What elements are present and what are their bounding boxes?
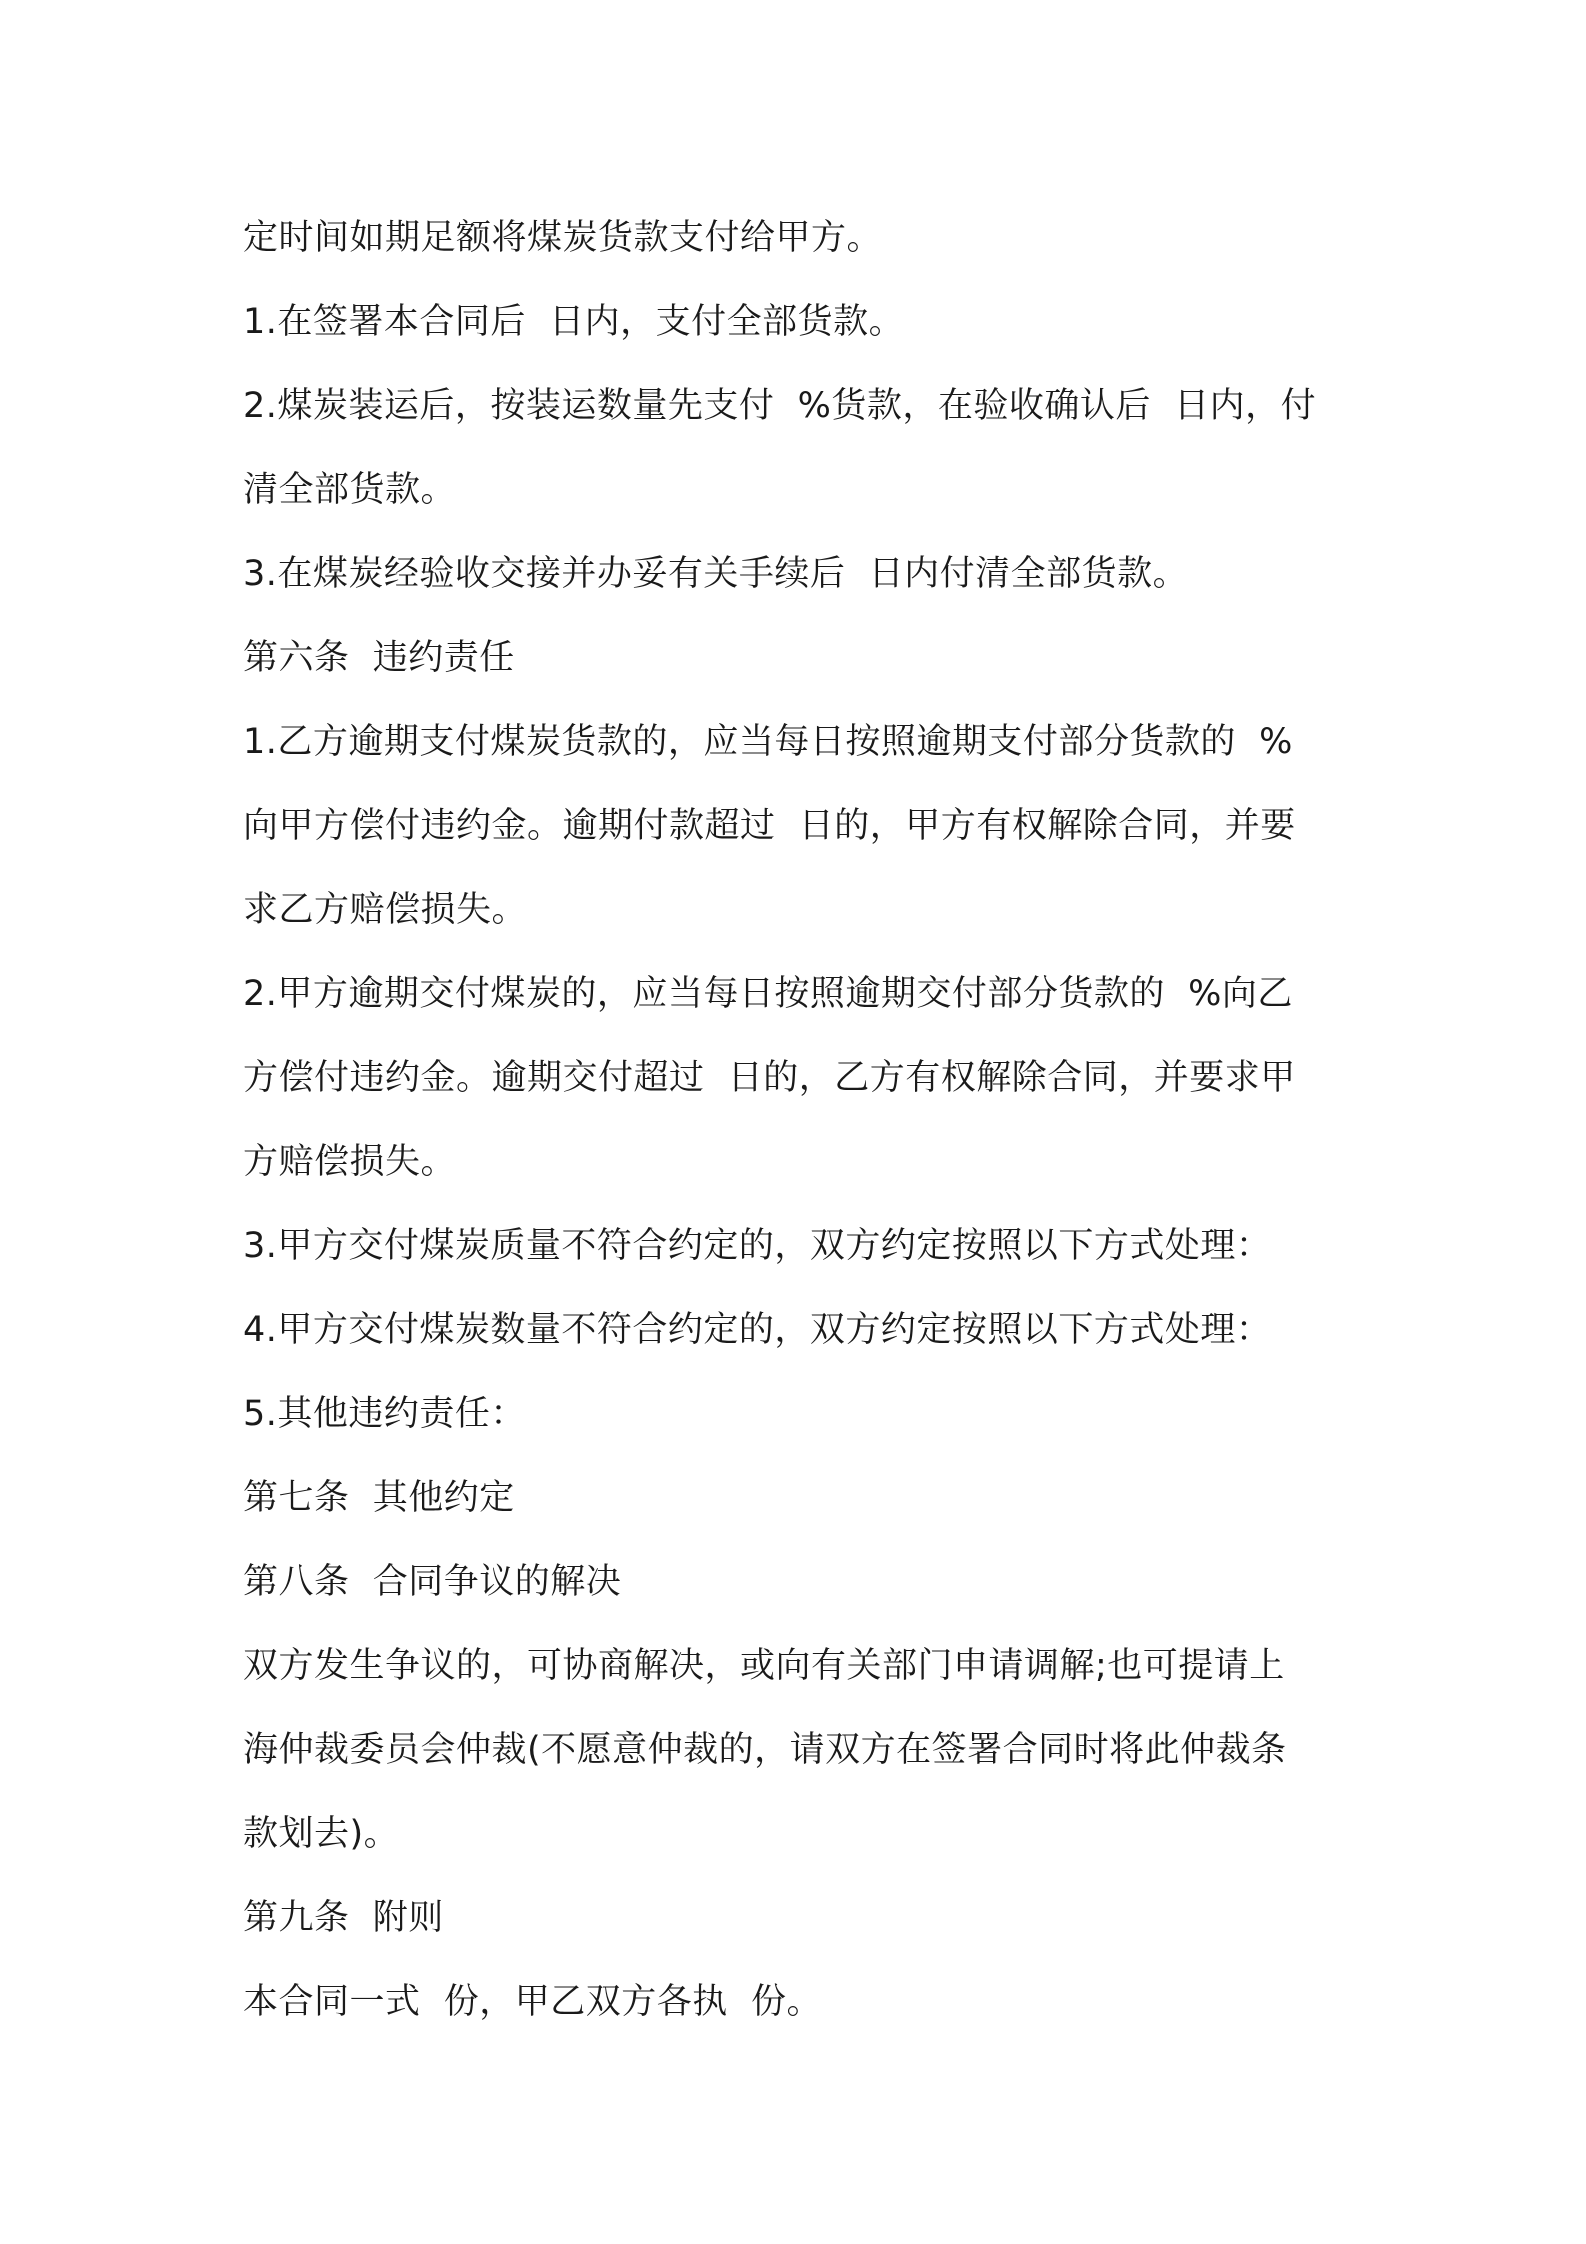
section-heading: 第六条 违约责任 xyxy=(243,638,515,678)
text-line: 3.甲方交付煤炭质量不符合约定的，双方约定按照以下方式处理： xyxy=(243,1226,1272,1266)
text-line: 款划去)。 xyxy=(243,1814,400,1854)
text-line: 2.煤炭装运后，按装运数量先支付 %货款，在验收确认后 日内，付 xyxy=(243,386,1317,426)
text-line: 2.甲方逾期交付煤炭的，应当每日按照逾期交付部分货款的 %向乙 xyxy=(243,974,1293,1014)
text-line: 方赔偿损失。 xyxy=(243,1142,457,1182)
text-line: 4.甲方交付煤炭数量不符合约定的，双方约定按照以下方式处理： xyxy=(243,1310,1272,1350)
section-heading: 第九条 附则 xyxy=(243,1898,444,1938)
text-line: 定时间如期足额将煤炭货款支付给甲方。 xyxy=(243,218,883,258)
text-line: 5.其他违约责任： xyxy=(243,1394,526,1434)
text-line: 清全部货款。 xyxy=(243,470,457,510)
text-line: 海仲裁委员会仲裁(不愿意仲裁的，请双方在签署合同时将此仲裁条 xyxy=(243,1730,1287,1770)
section-heading: 第七条 其他约定 xyxy=(243,1478,515,1518)
text-line: 向甲方偿付违约金。逾期付款超过 日的，甲方有权解除合同，并要 xyxy=(243,806,1296,846)
text-line: 3.在煤炭经验收交接并办妥有关手续后 日内付清全部货款。 xyxy=(243,554,1189,594)
text-line: 方偿付违约金。逾期交付超过 日的，乙方有权解除合同，并要求甲 xyxy=(243,1058,1296,1098)
text-line: 求乙方赔偿损失。 xyxy=(243,890,528,930)
text-line: 1.在签署本合同后 日内，支付全部货款。 xyxy=(243,302,905,342)
document-body xyxy=(243,196,1363,2044)
text-line: 1.乙方逾期支付煤炭货款的，应当每日按照逾期支付部分货款的 % xyxy=(243,722,1293,762)
text-line: 本合同一式 份，甲乙双方各执 份。 xyxy=(243,1982,823,2022)
text-line: 双方发生争议的，可协商解决，或向有关部门申请调解;也可提请上 xyxy=(243,1646,1285,1686)
section-heading: 第八条 合同争议的解决 xyxy=(243,1562,622,1602)
